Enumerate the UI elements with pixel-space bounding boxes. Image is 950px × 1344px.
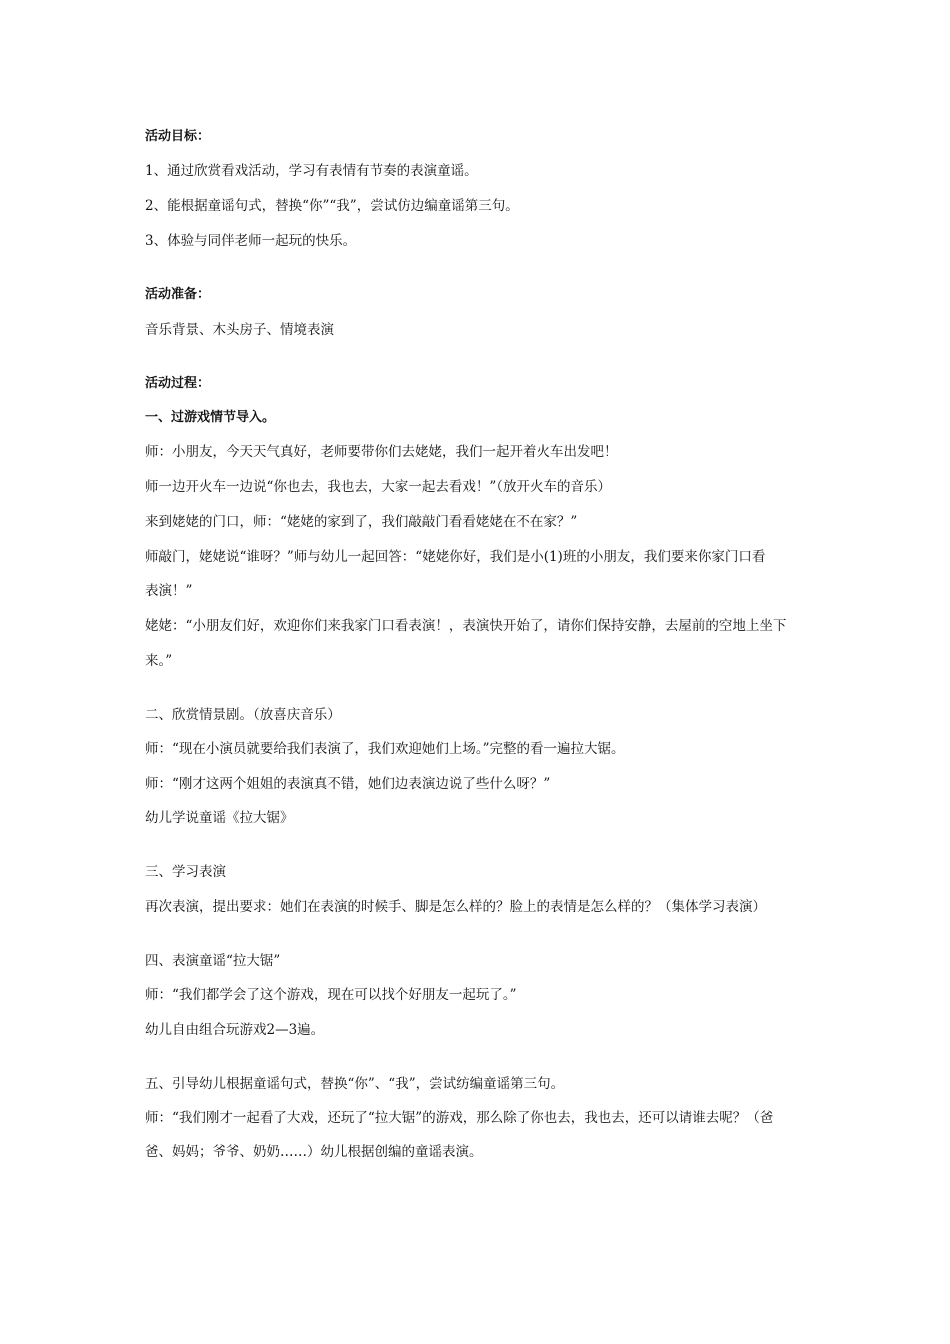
preparation-heading: 活动准备： (145, 287, 211, 302)
step1-line-1: 师：小朋友，今天天气真好，老师要带你们去姥姥，我们一起开着火车出发吧！ (145, 444, 618, 460)
step1-line-6: 姥姥：“小朋友们好，欢迎你们来我家门口看表演！，表演快开始了，请你们保持安静，去屋前的空地上坐下 (145, 618, 787, 634)
step4-line-2: 幼儿自由组合玩游戏2—3遍。 (145, 1022, 325, 1038)
step2-line-3: 幼儿学说童谣《拉大锯》 (145, 810, 294, 826)
step2-line-2: 师：“刚才这两个姐姐的表演真不错，她们边表演边说了些什么呀？” (145, 776, 551, 792)
goals-heading: 活动目标： (145, 129, 211, 144)
step5-line-1: 师：“我们刚才一起看了大戏，还玩了“拉大锯”的游戏，那么除了你也去，我也去，还可以请谁去呢？（爸 (145, 1110, 774, 1126)
step5-line-2: 爸、妈妈；爷爷、奶奶……）幼儿根据创编的童谣表演。 (145, 1144, 483, 1160)
step1-line-7: 来。” (145, 653, 173, 669)
preparation-text: 音乐背景、木头房子、情境表演 (145, 322, 334, 338)
step4-line-1: 师：“我们都学会了这个游戏，现在可以找个好朋友一起玩了。” (145, 987, 517, 1003)
goal-item-3: 3、体验与同伴老师一起玩的快乐。 (145, 233, 357, 249)
step1-line-2: 师一边开火车一边说“你也去，我也去，大家一起去看戏！”（放开火车的音乐） (145, 479, 612, 495)
step1-line-3: 来到姥姥的门口，师：“姥姥的家到了，我们敲敲门看看姥姥在不在家？” (145, 514, 578, 530)
step3-title: 三、学习表演 (145, 864, 226, 880)
goal-item-2: 2、能根据童谣句式，替换“你”“我”，尝试仿边编童谣第三句。 (145, 198, 519, 214)
step4-title: 四、表演童谣“拉大锯” (145, 953, 281, 969)
step3-line-1: 再次表演，提出要求：她们在表演的时候手、脚是怎么样的？脸上的表情是怎么样的？（集体学习表演） (145, 899, 766, 915)
goal-item-1: 1、通过欣赏看戏活动，学习有表情有节奏的表演童谣。 (145, 163, 478, 179)
step2-line-1: 师：“现在小演员就要给我们表演了，我们欢迎她们上场。”完整的看一遍拉大锯。 (145, 741, 625, 757)
step1-title: 一、过游戏情节导入。 (145, 410, 276, 425)
step2-title: 二、欣赏情景剧。（放喜庆音乐） (145, 707, 341, 723)
step1-line-4: 师敲门，姥姥说“谁呀？”师与幼儿一起回答：“姥姥你好，我们是小(1)班的小朋友，我们要来你家门口看 (145, 549, 766, 565)
step5-title: 五、引导幼儿根据童谣句式，替换“你”、“我”，尝试纺编童谣第三句。 (145, 1076, 565, 1092)
process-heading: 活动过程： (145, 376, 211, 391)
step1-line-5: 表演！” (145, 583, 193, 599)
